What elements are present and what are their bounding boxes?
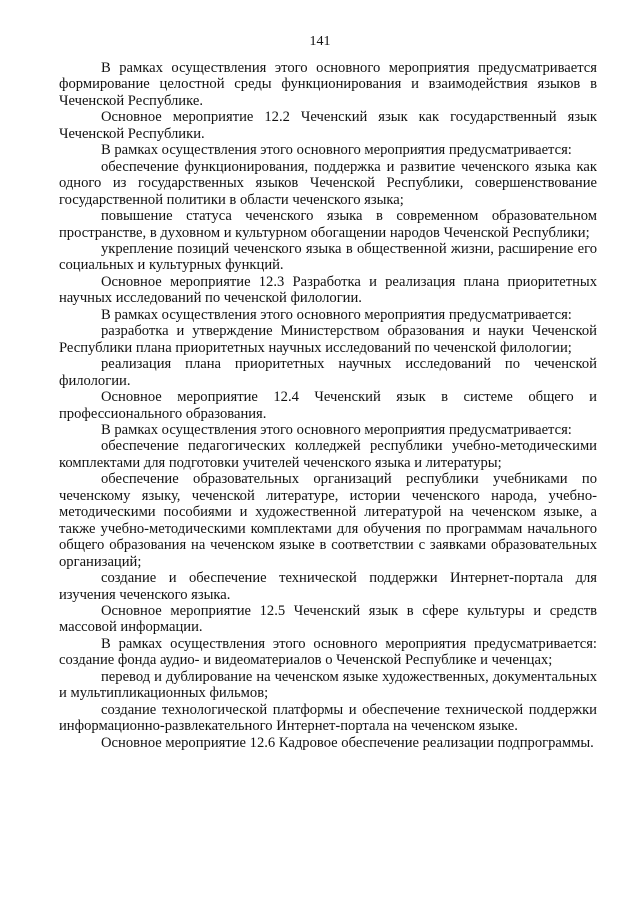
paragraph: обеспечение педагогических колледжей республики учебно-методическими комплектами для подготовки учителей чеченского языка и литературы; — [59, 438, 597, 471]
paragraph: В рамках осуществления этого основного мероприятия предусматривается: — [101, 421, 572, 438]
paragraph: укрепление позиций чеченского языка в общественной жизни, расширение его социальных и культурных функций. — [59, 240, 597, 274]
paragraph: перевод и дублирование на чеченском языке художественных, документальных и мультипликационных фильмов; — [59, 668, 597, 702]
page-number: 141 — [309, 34, 331, 49]
paragraph: обеспечение функционирования, поддержка и развитие чеченского языка как одного из государственных языков Чеченской Республики, совершенствование государственной политики в области чеченского языка; — [59, 158, 597, 208]
document-body — [59, 60, 597, 751]
paragraph: В рамках осуществления этого основного мероприятия предусматривается формирование целостной среды функционирования и взаимодействия языков в Чеченской Республике. — [59, 60, 597, 109]
paragraph: разработка и утверждение Министерством образования и науки Чеченской Республики плана приоритетных научных исследований по чеченской филологии; — [59, 323, 597, 356]
paragraph: В рамках осуществления этого основного мероприятия предусматривается: — [101, 306, 572, 323]
paragraph: Основное мероприятие 12.3 Разработка и реализация плана приоритетных научных исследований по чеченской филологии. — [59, 273, 597, 307]
paragraph: Основное мероприятие 12.4 Чеченский язык в системе общего и профессионального образования. — [59, 389, 597, 422]
paragraph: Основное мероприятие 12.6 Кадровое обеспечение реализации подпрограммы. — [101, 734, 594, 751]
paragraph: создание и обеспечение технической поддержки Интернет-портала для изучения чеченского языка. — [59, 570, 597, 603]
paragraph: В рамках осуществления этого основного мероприятия предусматривается: создание фонда аудио- и видеоматериалов о Чеченской Республике и чеченцах; — [59, 635, 597, 669]
paragraph: Основное мероприятие 12.5 Чеченский язык в сфере культуры и средств массовой информации. — [59, 602, 597, 636]
paragraph: Основное мероприятие 12.2 Чеченский язык как государственный язык Чеченской Республики. — [59, 109, 597, 142]
paragraph: обеспечение образовательных организаций республики учебниками по чеченскому языку, чеченской литературе, истории чеченского народа, учебно-методическими пособиями и художественной литературой на чеченском языке, а также учебно-методическими комплектами для обучения по программам начального общего образования на чеченском языке в соответствии с заявками образовательных организаций; — [59, 471, 597, 570]
paragraph: создание технологической платформы и обеспечение технической поддержки информационно-развлекательного Интернет-портала на чеченском языке. — [59, 701, 597, 735]
paragraph: повышение статуса чеченского языка в современном образовательном пространстве, в духовном и культурном обогащении народов Чеченской Республики; — [59, 208, 597, 241]
paragraph: реализация плана приоритетных научных исследований по чеченской филологии. — [59, 356, 597, 389]
paragraph: В рамках осуществления этого основного мероприятия предусматривается: — [101, 142, 572, 159]
